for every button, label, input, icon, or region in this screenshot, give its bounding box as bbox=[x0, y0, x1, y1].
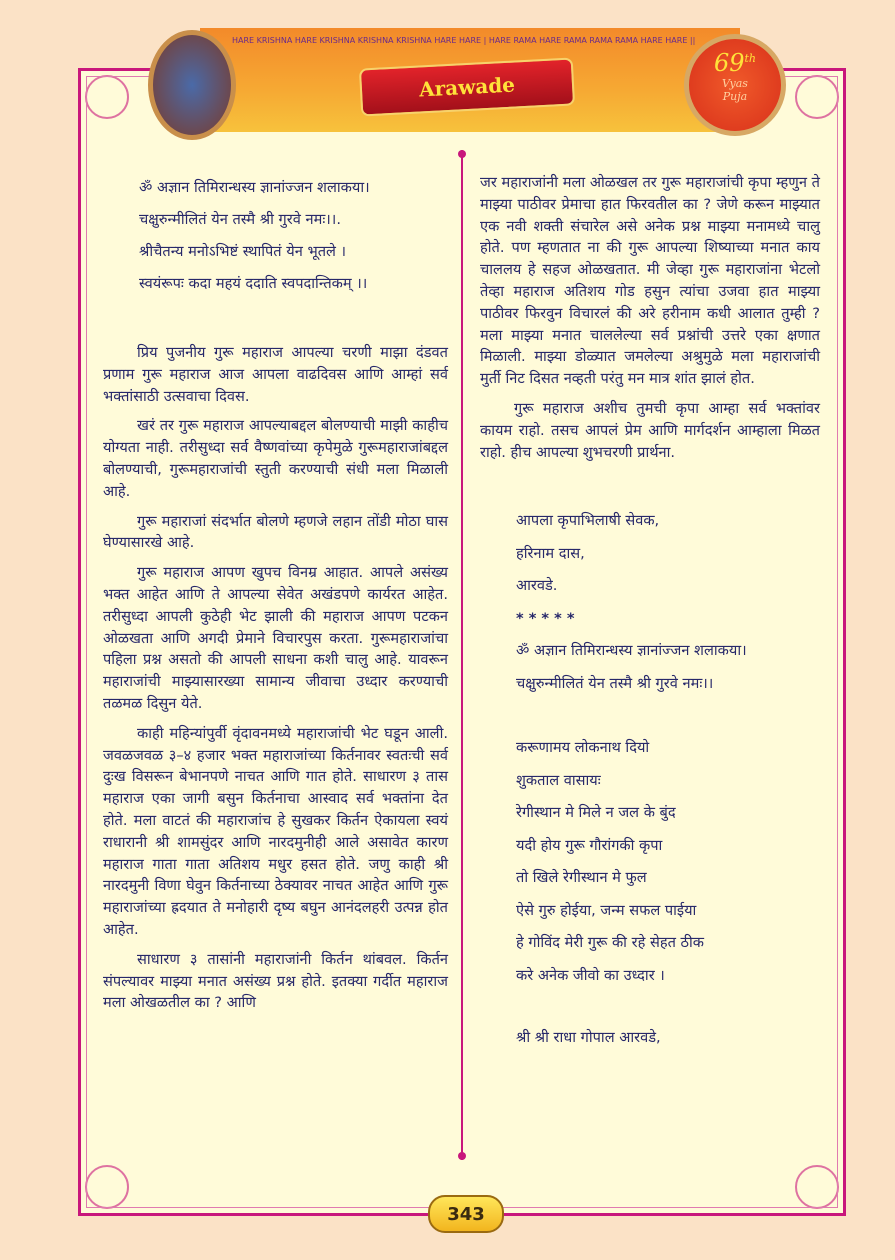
badge-line2: Puja bbox=[722, 90, 748, 103]
corner-ornament-icon bbox=[795, 1165, 839, 1209]
poem-line: हे गोविंद मेरी गुरू की रहे सेहत ठीक bbox=[516, 934, 704, 952]
page-title: Arawade bbox=[418, 72, 516, 102]
verse-line: श्रीचैतन्य मनोऽभिष्टं स्थापितं येन भूतले । bbox=[139, 243, 347, 260]
poem-line: तो खिले रेगीस्थान मे फुल bbox=[516, 869, 647, 887]
header-banner bbox=[200, 28, 740, 132]
author-name: श्री श्री राधा गोपाल आरवडे, bbox=[516, 1029, 661, 1047]
mantra-text: HARE KRISHNA HARE KRISHNA KRISHNA KRISHNA HARE HARE | HARE RAMA HARE RAMA RAMA RAMA HARE HARE || bbox=[232, 36, 696, 45]
paragraph: गुरू महाराज अशीच तुमची कृपा आम्हा सर्व भक्तांवर कायम राहो. तसच आपलं प्रेम आणि मार्गदर्शन आम्हाला मिळत राहो. हीच आपल्या शुभचरणी प्रार्थना. bbox=[480, 399, 820, 461]
verse-line: ॐ अज्ञान तिमिरान्धस्य ज्ञानांज्जन शलाकया। bbox=[516, 642, 747, 660]
verse-line: स्वयंरूपः कदा महयं ददाति स्वपदान्तिकम् ।। bbox=[139, 275, 368, 292]
stars-separator: * * * * * bbox=[516, 609, 575, 627]
paragraph: साधारण ३ तासांनी महाराजांनी किर्तन थांबवल. किर्तन संपल्यावर माझ्या मनात असंख्य प्रश्न होते. इतक्या गर्दीत महाराज मला ओखळतील का ? आणि bbox=[103, 950, 448, 1012]
paragraph: खरं तर गुरू महाराज आपल्याबद्दल बोलण्याची माझी काहीच योग्यता नाही. तरीसुध्दा सर्व वैष्णवांच्या कृपेमुळे गुरूमहाराजांबद्दल बोलण्याची, गुरूमहाराजांची स्तुती करण्याची संधी मला मिळाली आहे. bbox=[103, 417, 448, 500]
right-column bbox=[480, 172, 820, 1055]
corner-ornament-icon bbox=[85, 75, 129, 119]
paragraph: गुरू महाराजां संदर्भात बोलणे म्हणजे लहान तोंडी मोठा घास घेण्यासारखे आहे. bbox=[103, 512, 448, 552]
badge-suffix: th bbox=[744, 52, 757, 65]
vyas-puja-badge bbox=[684, 34, 786, 136]
signoff-line: हरिनाम दास, bbox=[516, 544, 585, 562]
left-column bbox=[103, 172, 448, 1022]
badge-number: 69 bbox=[713, 49, 745, 77]
page-number: 343 bbox=[428, 1195, 504, 1233]
corner-ornament-icon bbox=[795, 75, 839, 119]
poem-line: ऐसे गुरु होईया, जन्म सफल पाईया bbox=[516, 901, 697, 919]
poem-line: करे अनेक जीवो का उध्दार । bbox=[516, 966, 665, 984]
poem-line: यदी होय गुरू गौरांगकी कृपा bbox=[516, 836, 663, 854]
corner-ornament-icon bbox=[85, 1165, 129, 1209]
poem-line: करूणामय लोकनाथ दियो bbox=[516, 739, 650, 757]
verse-line: चक्षुरुन्मीलितं येन तस्मै श्री गुरवे नमः।।. bbox=[139, 211, 341, 228]
paragraph: प्रिय पुजनीय गुरू महाराज आपल्या चरणी माझा दंडवत प्रणाम गुरू महाराज आज आपला वाढदिवस आणि आम्हां सर्व भक्तांसाठी उत्सवाचा दिवस. bbox=[103, 344, 448, 405]
column-divider bbox=[461, 150, 463, 1160]
poem-line: रेगीस्थान मे मिले न जल के बुंद bbox=[516, 804, 676, 822]
paragraph: गुरू महाराज आपण खुपच विनम्र आहात. आपले असंख्य भक्त आहेत आणि ते आपल्या सेवेत अखंडपणे कार्यरत आहेत. तरीसुध्दा आपली कुठेही भेट झाली की महाराज आपण पटकन ओळखता आणि अगदी प्रेमाने विचारपुस करता. गुरूमहाराजांचा पहिला प्रश्न असतो की आपली साधना कशी चालु आहे. यावरून महाराजांची माझ्यासारख्या सामान्य जीवाचा उध्दार करण्याची तळमळ दिसुन येते. bbox=[103, 564, 448, 712]
paragraph: जर महाराजांनी मला ओळखल तर गुरू महाराजांची कृपा म्हणुन ते माझ्या पाठीवर प्रेमाचा हात फिरवतील का ? जेणे करून माझ्यात एक नवी शक्ती संचारेल असे अनेक प्रश्न माझ्या मनामध्ये चालु होते. पण म्हणतात ना की गुरू आपल्या शिष्याच्या मनात काय चाललय हे सहज ओळखतात. मी जेव्हा गुरू महाराजांना भेटलो तेव्हा महाराज अतिशय गोड हसुन त्यांचा उजवा हात माझ्या पाठीवर फिरवुन विचारलं की अरे हरीनाम कधी आलात तुम्ही ? मला माझ्या मनात चाललेल्या सर्व प्रश्नांची उत्तरे एका क्षणात मिळाली. माझ्या डोळ्यात जमलेल्या अश्रुमुळे मला महाराजांची मुर्ती निट दिसत नव्हती परंतु मन मात्र शांत झालं होत. bbox=[480, 174, 820, 388]
verse-line: ॐ अज्ञान तिमिरान्धस्य ज्ञानांज्जन शलाकया। bbox=[139, 179, 370, 196]
verse-line: चक्षुरुन्मीलितं येन तस्मै श्री गुरवे नमः।। bbox=[516, 674, 714, 692]
deity-image bbox=[148, 30, 236, 140]
signoff-line: आपला कृपाभिलाषी सेवक, bbox=[516, 512, 660, 530]
poem-line: शुकताल वासायः bbox=[516, 771, 601, 789]
title-ribbon bbox=[359, 57, 575, 116]
badge-line1: Vyas bbox=[722, 77, 748, 90]
paragraph: काही महिन्यांपुर्वी वृंदावनमध्ये महाराजांची भेट घडून आली. जवळजवळ ३–४ हजार भक्त महाराजांच्या किर्तनावर स्वतःची सर्व दुःख विसरून बेभानपणे नाचत आणि गात होते. साधारण ३ तास महाराज एका जागी बसुन किर्तनाचा आस्वाद सर्व भक्तांना देत होते. मला वाटतं की महाराजांच हे सुखकर किर्तन ऐकायला स्वयं राधारानी श्री शामसुंदर आणि नारदमुनीही आले असावेत कारण महाराज गाता गाता अतिशय मधुर हसत होते. जणु काही श्री नारदमुनी विणा घेवुन किर्तनाच्या ठेक्यावर नाचत आहेत आणि गुरू महाराजांच्या ह्रदयात ते मनोहारी दृष्य बघुन आनंदलहरी उत्पन्न होत आहेत. bbox=[103, 724, 448, 938]
signoff-line: आरवडे. bbox=[516, 577, 558, 595]
